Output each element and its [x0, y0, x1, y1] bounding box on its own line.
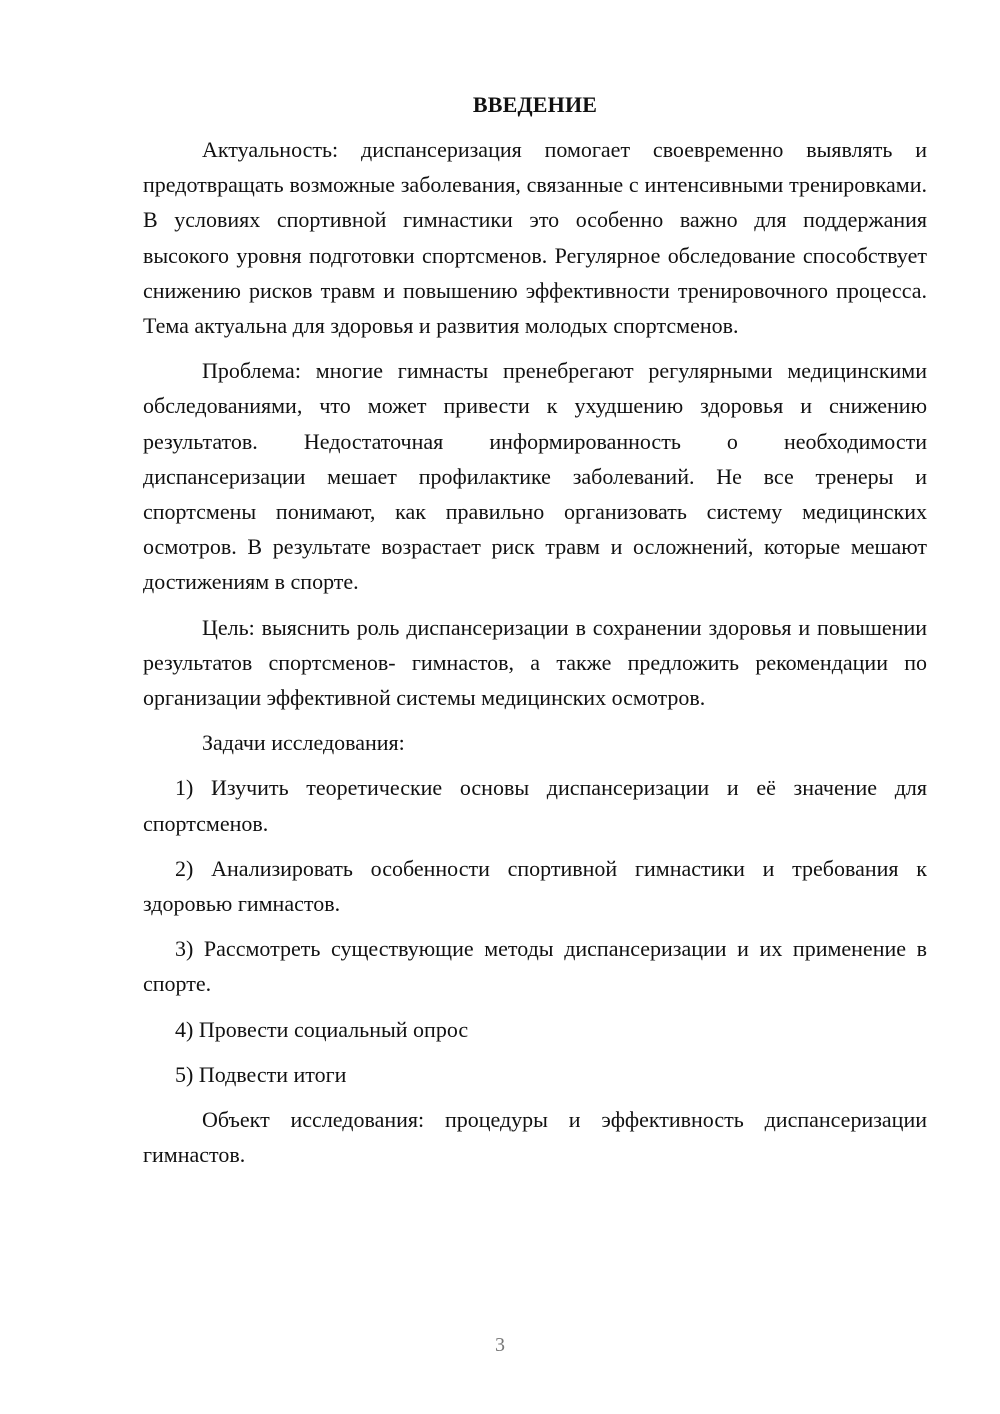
object-paragraph: Объект исследования: процедуры и эффективность диспансеризации гимнастов.: [143, 1107, 927, 1168]
task-item: 1) Изучить теоретические основы диспансеризации и её значение для спортсменов.: [143, 775, 927, 836]
relevance-paragraph: Актуальность: диспансеризация помогает своевременно выявлять и предотвращать возможные заболевания, связанные с интенсивными тренировками. В условиях спортивной гимнастики это особенно важно для поддержания высокого уровня подготовки спортсменов. Регулярное обследование способствует снижению рисков травм и повышению эффективности тренировочного процесса. Тема актуальна для здоровья и развития молодых спортсменов.: [143, 137, 927, 339]
task-item: 4) Провести социальный опрос: [175, 1016, 469, 1042]
page-title: ВВЕДЕНИЕ: [472, 92, 598, 117]
goal-paragraph: Цель: выяснить роль диспансеризации в сохранении здоровья и повышении результатов спортсменов- гимнастов, а также предложить рекомендации по организации эффективной системы медицинских осмотров.: [143, 614, 927, 711]
page-content: [143, 90, 927, 1182]
page-number: 3: [495, 1334, 505, 1356]
tasks-heading: Задачи исследования:: [202, 730, 405, 756]
task-item: 5) Подвести итоги: [175, 1061, 347, 1087]
task-item: 2) Анализировать особенности спортивной гимнастики и требования к здоровью гимнастов.: [143, 855, 927, 917]
problem-paragraph: Проблема: многие гимнасты пренебрегают регулярными медицинскими обследованиями, что может привести к ухудшению здоровья и снижению результатов. Недостаточная информированность о необходимости диспансеризации мешает профилактике заболеваний. Не все тренеры и спортсмены понимают, как правильно организовать систему медицинских осмотров. В результате возрастает риск травм и осложнений, которые мешают достижениям в спорте.: [143, 358, 927, 595]
task-item: 3) Рассмотреть существующие методы диспансеризации и их применение в спорте.: [143, 936, 927, 997]
